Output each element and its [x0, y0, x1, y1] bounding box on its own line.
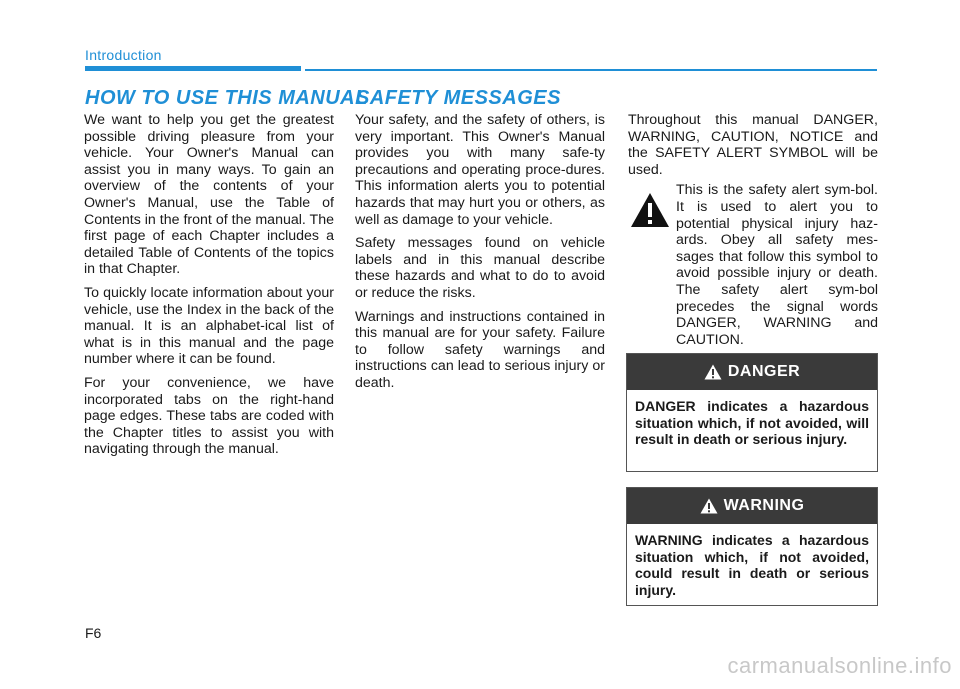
- warning-box-text: WARNING indicates a hazardous situation which, if not avoided, could result in death or serious injury.: [635, 532, 869, 598]
- how-to-use-paragraph: We want to help you get the greatest possible driving pleasure from your vehicle. Your Owner's Manual can assist you in many ways. To gain an overview of the contents of your Owner's Manual, use the Table of Contents in the front of the manual. The first page of each Chapter includes a detailed Table of Contents of the topics in that Chapter.: [84, 112, 334, 278]
- signal-words-intro: Throughout this manual DANGER, WARNING, CAUTION, NOTICE and the SAFETY ALERT SYMBOL will be used.: [628, 112, 878, 178]
- safety-paragraph: Your safety, and the safety of others, is very important. This Owner's Manual provides you with many safe-ty precautions and operating proce-dures. This information alerts you to potential hazards that may hurt you or others, as well as damage to your vehicle.: [355, 112, 605, 228]
- danger-box-text: DANGER indicates a hazardous situation which, if not avoided, will result in death or serious injury.: [635, 398, 869, 447]
- how-to-use-paragraph: To quickly locate information about your vehicle, use the Index in the back of the manual. It is an alphabet-ical list of what is in this manual and the page number where it can be found.: [84, 284, 334, 368]
- warning-triangle-icon: [630, 192, 670, 228]
- warning-box-header: [627, 488, 877, 524]
- signal-words-column: [628, 112, 878, 348]
- safety-paragraph: Warnings and instructions contained in this manual are for your safety. Failure to follow safety warnings and instructions can lead to serious injury or death.: [355, 308, 605, 391]
- danger-box: [626, 353, 878, 472]
- warning-box-title: WARNING: [723, 497, 805, 514]
- safety-alert-row: [628, 182, 878, 348]
- safety-column: [355, 112, 605, 399]
- safety-alert-text: This is the safety alert sym-bol. It is used to alert you to potential physical injury haz-ards. Obey all safety mes-sages that follow this symbol to avoid possible injury or death. The safety alert sym-bol precedes the signal words DANGER, WARNING and CAUTION.: [676, 182, 878, 348]
- warning-triangle-icon: [700, 498, 718, 514]
- danger-box-header: [627, 354, 877, 390]
- warning-box: [626, 487, 878, 606]
- how-to-use-heading: HOW TO USE THIS MANUAL: [85, 87, 368, 109]
- page-number: F6: [85, 625, 102, 641]
- how-to-use-paragraph: For your convenience, we have incorporated tabs on the right-hand page edges. These tabs are coded with the Chapter titles to assist you with navigating through the manual.: [84, 374, 334, 458]
- how-to-use-column: [84, 112, 334, 465]
- danger-box-title: DANGER: [727, 363, 801, 380]
- header-rule-thin: [305, 69, 877, 71]
- watermark: carmanualsonline.info: [727, 653, 952, 678]
- safety-paragraph: Safety messages found on vehicle labels and in this manual describe these hazards and what to do to avoid or reduce the risks.: [355, 235, 605, 301]
- safety-heading: SAFETY MESSAGES: [356, 87, 561, 109]
- header-rule-thick: [85, 66, 301, 71]
- section-label: Introduction: [85, 47, 162, 63]
- warning-triangle-icon: [704, 364, 722, 380]
